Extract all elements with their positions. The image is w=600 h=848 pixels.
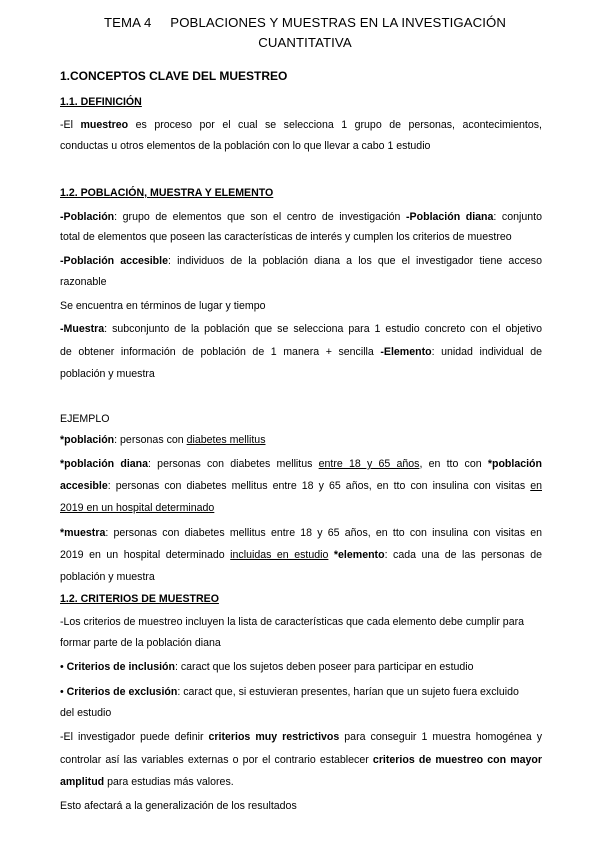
text-underline: incluidas en estudio (230, 549, 329, 561)
text-span: : personas con (114, 434, 187, 446)
text-underline: diabetes mellitus (186, 434, 266, 446)
text-bold: criterios muy restrictivos (208, 731, 340, 743)
poblacion-line-1 (60, 210, 542, 224)
text-underline: en (530, 480, 542, 492)
criterios-line-5: del estudio (60, 707, 112, 719)
text-span: : cada una de las personas de (384, 549, 542, 561)
criterios-line-1: -Los criterios de muestreo incluyen la lista de características que cada elemento debe cumplir para (60, 616, 525, 628)
bullet: • (60, 661, 67, 673)
criterios-line-9: Esto afectará a la generalización de los resultados (60, 800, 297, 812)
poblacion-line-5: Se encuentra en términos de lugar y tiempo (60, 300, 266, 312)
text-bold: accesible (60, 480, 108, 492)
text-span: 2019 en un hospital determinado (60, 549, 231, 561)
text-bold: Criterios de exclusión (66, 686, 178, 698)
ejemplo-line-3 (60, 479, 542, 493)
bullet: • (60, 686, 67, 698)
text-span: controlar así las variables externas o por el contrario establecer (60, 754, 373, 766)
ejemplo-line-6 (60, 548, 542, 562)
text-span: : conjunto (493, 211, 542, 223)
text-span: : subconjunto de la población que se selecciona para 1 estudio concreto con el objetivo (104, 323, 542, 335)
text-span: -El investigador puede definir (60, 731, 209, 743)
text-bold: Criterios de inclusión (66, 661, 175, 673)
ejemplo-line-4: 2019 en un hospital determinado (60, 502, 215, 514)
text-span: -El (60, 119, 81, 131)
criterios-line-8 (60, 775, 542, 789)
text-span: para estudias más valores. (104, 776, 234, 788)
text-bold: -Población diana (406, 211, 494, 223)
subheading-poblacion: 1.2. POBLACIÓN, MUESTRA Y ELEMENTO (60, 187, 274, 199)
text-span: : unidad individual de (431, 346, 542, 358)
poblacion-line-8: población y muestra (60, 368, 155, 380)
text-span: : caract que, si estuvieran presentes, harían que un sujeto fuera excluido (177, 686, 519, 698)
text-span: , en tto con (419, 458, 488, 470)
poblacion-line-3 (60, 254, 542, 268)
text-bold: *población (487, 458, 542, 470)
text-bold: criterios de muestreo con mayor (372, 754, 542, 766)
text-span: : personas con diabetes mellitus entre 18 y 65 años, en tto con insulina con visitas en (105, 527, 542, 539)
ejemplo-line-1 (60, 433, 542, 447)
text-span: : caract que los sujetos deben poseer para participar en estudio (174, 661, 474, 673)
text-bold: *elemento (333, 549, 385, 561)
document-title (60, 13, 550, 53)
poblacion-line-6 (60, 322, 542, 336)
text-bold: amplitud (60, 776, 105, 788)
text-span: es proceso por el cual se selecciona 1 grupo de personas, acontecimientos, (128, 119, 542, 131)
poblacion-line-4: razonable (60, 276, 107, 288)
criterios-line-7 (60, 753, 542, 767)
text-span: para conseguir 1 muestra homogénea y (339, 731, 542, 743)
criterios-line-3 (60, 660, 542, 674)
subheading-criterios: 1.2. CRITERIOS DE MUESTREO (60, 593, 219, 605)
poblacion-line-2: total de elementos que poseen las características de interés y cumplen los criterios de muestreo (60, 231, 512, 243)
text-span: : personas con diabetes mellitus entre 18 y 65 años, en tto con insulina con visitas (107, 480, 531, 492)
criterios-line-4 (60, 685, 542, 699)
text-span: : personas con diabetes mellitus (148, 458, 319, 470)
text-span: de obtener información de población de 1 manera + sencilla (60, 346, 381, 358)
text-span: : individuos de la población diana a los que el investigador tiene acceso (168, 255, 542, 267)
text-span: : grupo de elementos que son el centro de investigación (114, 211, 407, 223)
text-bold: -Población accesible (60, 255, 168, 267)
text-bold: *población diana (60, 458, 149, 470)
definicion-line-1 (60, 118, 542, 132)
subheading-definicion: 1.1. DEFINICIÓN (60, 96, 142, 108)
section-heading-conceptos: 1.CONCEPTOS CLAVE DEL MUESTREO (60, 69, 288, 83)
ejemplo-label: EJEMPLO (60, 413, 110, 425)
text-bold: -Elemento (380, 346, 432, 358)
criterios-line-6 (60, 730, 542, 744)
text-bold: muestreo (80, 119, 129, 131)
text-underline: entre 18 y 65 años (318, 458, 420, 470)
ejemplo-line-7: población y muestra (60, 571, 155, 583)
ejemplo-line-5 (60, 526, 542, 540)
ejemplo-line-2 (60, 457, 542, 471)
poblacion-line-7 (60, 345, 542, 359)
text-bold: -Muestra (60, 323, 105, 335)
title-line-2: CUANTITATIVA (258, 35, 352, 50)
text-bold: *muestra (60, 527, 106, 539)
criterios-line-2: formar parte de la población diana (60, 637, 221, 649)
title-line-1: TEMA 4 POBLACIONES Y MUESTRAS EN LA INVESTIGACIÓN (103, 15, 506, 30)
text-bold: -Población (60, 211, 115, 223)
definicion-line-2: conductas u otros elementos de la población con lo que llevar a cabo 1 estudio (60, 140, 431, 152)
text-bold: *población (60, 434, 115, 446)
